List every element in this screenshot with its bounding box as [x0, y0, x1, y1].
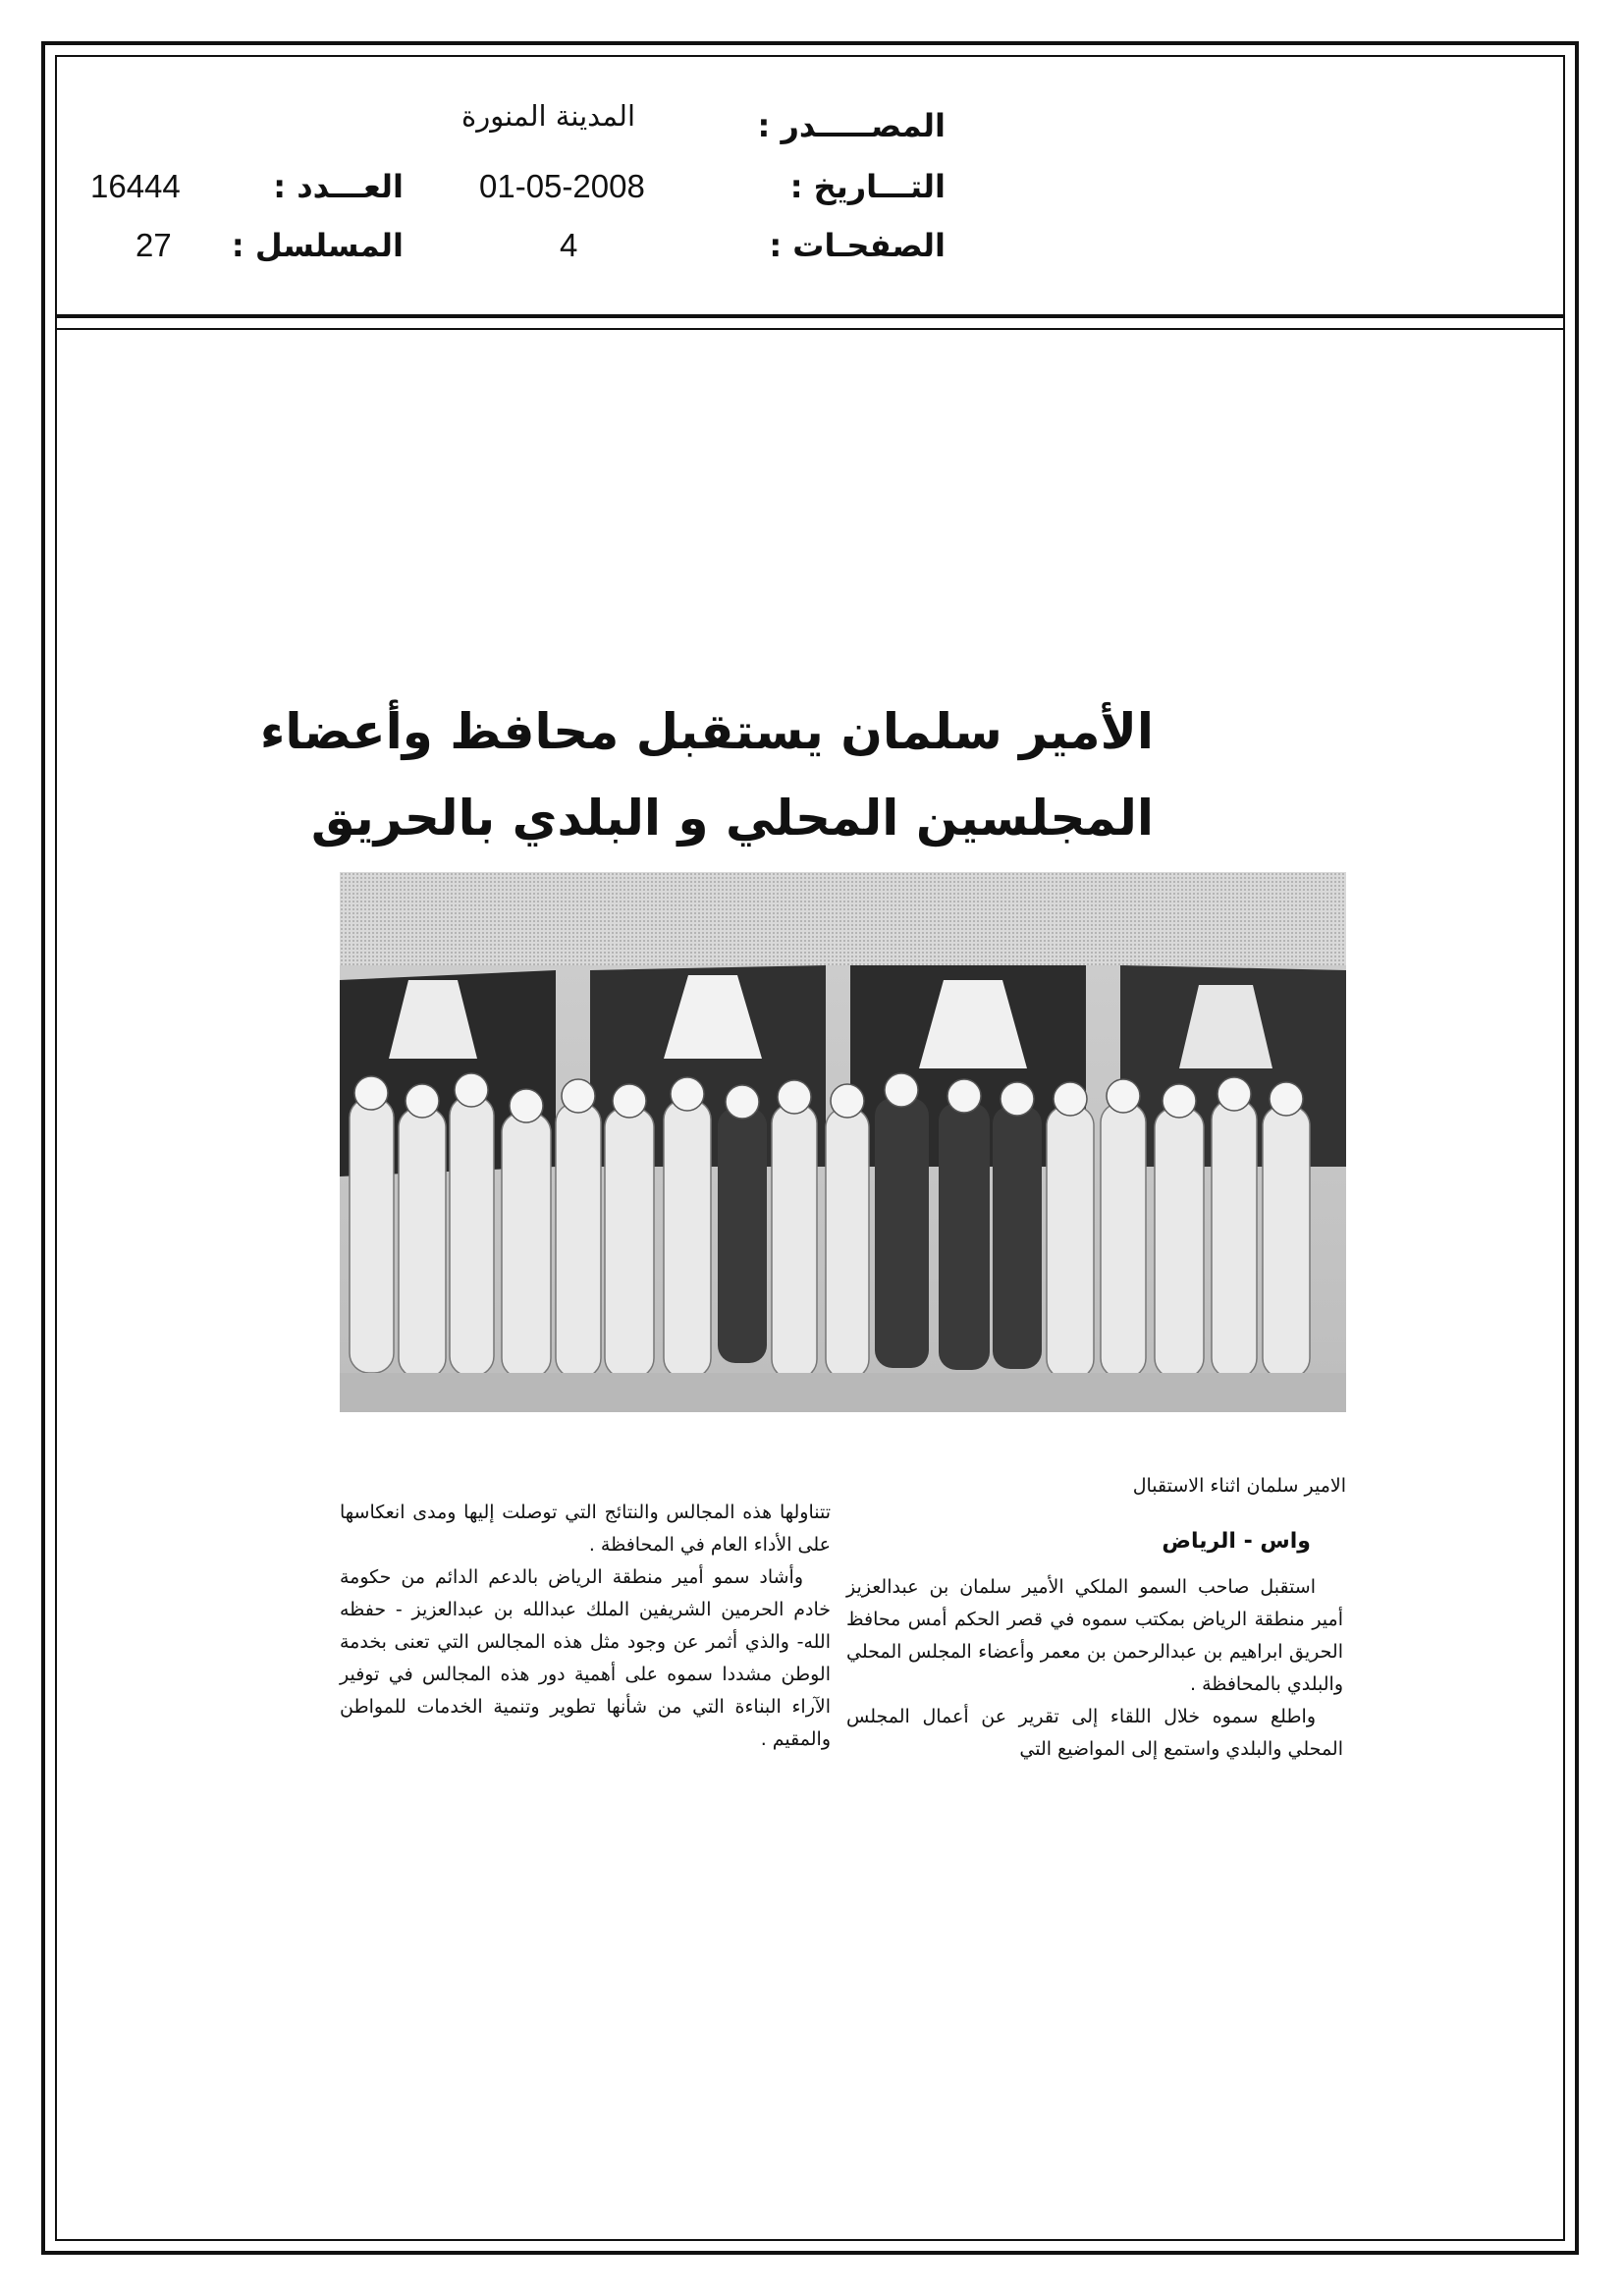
article-column-right [846, 1571, 1343, 1766]
article-headline-line-2: المجلسين المحلي و البلدي بالحريق [310, 790, 1154, 847]
header-divider [55, 314, 1565, 318]
article-paragraph: واطلع سموه خلال اللقاء إلى تقرير عن أعمال المجلس المحلي والبلدي واستمع إلى المواضيع التي [846, 1706, 1343, 1760]
header-divider-thin [55, 328, 1565, 330]
source-value: المدينة المنورة [461, 99, 636, 133]
article-byline: واس - الرياض [1162, 1529, 1311, 1554]
pages-label: الصفحـات : [769, 227, 946, 264]
issue-value: 16444 [90, 168, 181, 204]
article-paragraph: استقبل صاحب السمو الملكي الأمير سلمان بن عبدالعزيز أمير منطقة الرياض بمكتب سموه في قصر الحكم أمس محافظ الحريق ابراهيم بن عبدالرحمن بن معمر وأعضاء المجلس المحلي والبلدي بالمحافظة . [846, 1576, 1343, 1695]
issue-label: العـــدد : [273, 168, 404, 205]
pages-value: 4 [560, 227, 578, 263]
serial-label: المسلسل : [231, 227, 404, 264]
article-headline-line-1: الأمير سلمان يستقبل محافظ وأعضاء [259, 703, 1154, 760]
article-photo [340, 872, 1346, 1412]
source-label: المصـــــدر : [757, 107, 946, 144]
article-column-left [340, 1497, 831, 1756]
date-label: التـــاريخ : [789, 168, 946, 205]
date-value: 01-05-2008 [479, 168, 645, 204]
photo-caption: الامير سلمان اثناء الاستقبال [1132, 1475, 1346, 1497]
article-paragraph: وأشاد سمو أمير منطقة الرياض بالدعم الدائم من حكومة خادم الحرمين الشريفين الملك عبدالله بن عبدالعزيز - حفظه الله- والذي أثمر عن وجود مثل هذه المجالس التي تعنى بخدمة الوطن مشددا سموه على أهمية دور هذه المجالس في توفير الآراء البناءة التي من شأنها تطوير وتنمية الخدمات للمواطن والمقيم . [340, 1566, 831, 1750]
article-paragraph: تتناولها هذه المجالس والنتائج التي توصلت إليها ومدى انعكاسها على الأداء العام في المحافظة . [340, 1502, 831, 1556]
serial-value: 27 [135, 227, 172, 263]
